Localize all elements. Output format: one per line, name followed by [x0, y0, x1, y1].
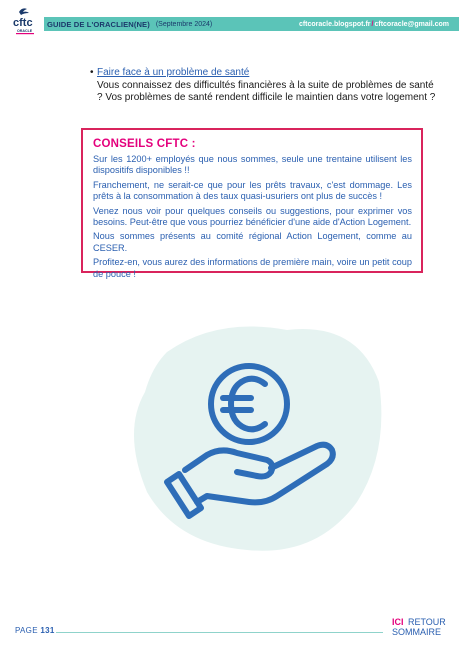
conseils-paragraph: Sur les 1200+ employés que nous sommes, seule une trentaine utilisent les dispositifs disponibles !! [93, 154, 412, 176]
guide-date: (Septembre 2024) [155, 20, 213, 28]
header-bar [44, 17, 459, 31]
footer-divider [56, 632, 383, 633]
health-problem-link[interactable]: Faire face à un problème de santé [97, 67, 250, 78]
header-links [299, 21, 449, 28]
cftc-logo [8, 6, 44, 36]
page-label: PAGE [15, 626, 38, 635]
nav-retour[interactable]: RETOUR [407, 617, 446, 627]
conseils-title: CONSEILS CFTC : [93, 138, 196, 150]
conseils-paragraph: Venez nous voir pour quelques conseils ou suggestions, pour exprimer vos besoins. Peut-être que vous pourriez bénéficier d'une aide d'Action Logement. [93, 205, 412, 228]
logo-subtext: ORACLE [17, 29, 33, 33]
health-problem-item [90, 67, 437, 105]
bird-icon [19, 8, 29, 15]
logo-text: cftc [13, 17, 33, 29]
return-to-summary-link[interactable] [392, 616, 452, 637]
page-number [15, 626, 55, 635]
guide-title: GUIDE DE L'ORACLIEN(NE) [47, 19, 150, 29]
link-separator: / [371, 20, 374, 28]
blog-link[interactable]: cftcoracle.blogspot.fr [298, 20, 371, 28]
conseils-paragraph: Franchement, ne serait-ce que pour les prêts travaux, c'est dommage. Les prêts à la consommation à des taux quasi-usuriers ont plus de succès ! [93, 179, 412, 202]
conseils-box [81, 128, 423, 279]
email-link[interactable]: cftcoracle@gmail.com [374, 20, 449, 28]
nav-ici[interactable]: ICI [392, 617, 404, 627]
nav-sommaire[interactable]: SOMMAIRE [392, 627, 442, 637]
euro-coin-hand-icon [127, 312, 387, 562]
bullet-dot: • [90, 67, 94, 78]
health-problem-text: Vous connaissez des difficultés financières à la suite de problèmes de santé ? Vos problèmes de santé rendent difficile le maintien dans votre logement ? [97, 79, 436, 104]
conseils-paragraph: Nous sommes présents au comité régional Action Logement, comme au CESER. [93, 231, 412, 253]
page-number-value: 131 [40, 626, 55, 635]
conseils-paragraph: Profitez-en, vous aurez des informations de première main, voire un petit coup de pouce ! [93, 257, 412, 279]
